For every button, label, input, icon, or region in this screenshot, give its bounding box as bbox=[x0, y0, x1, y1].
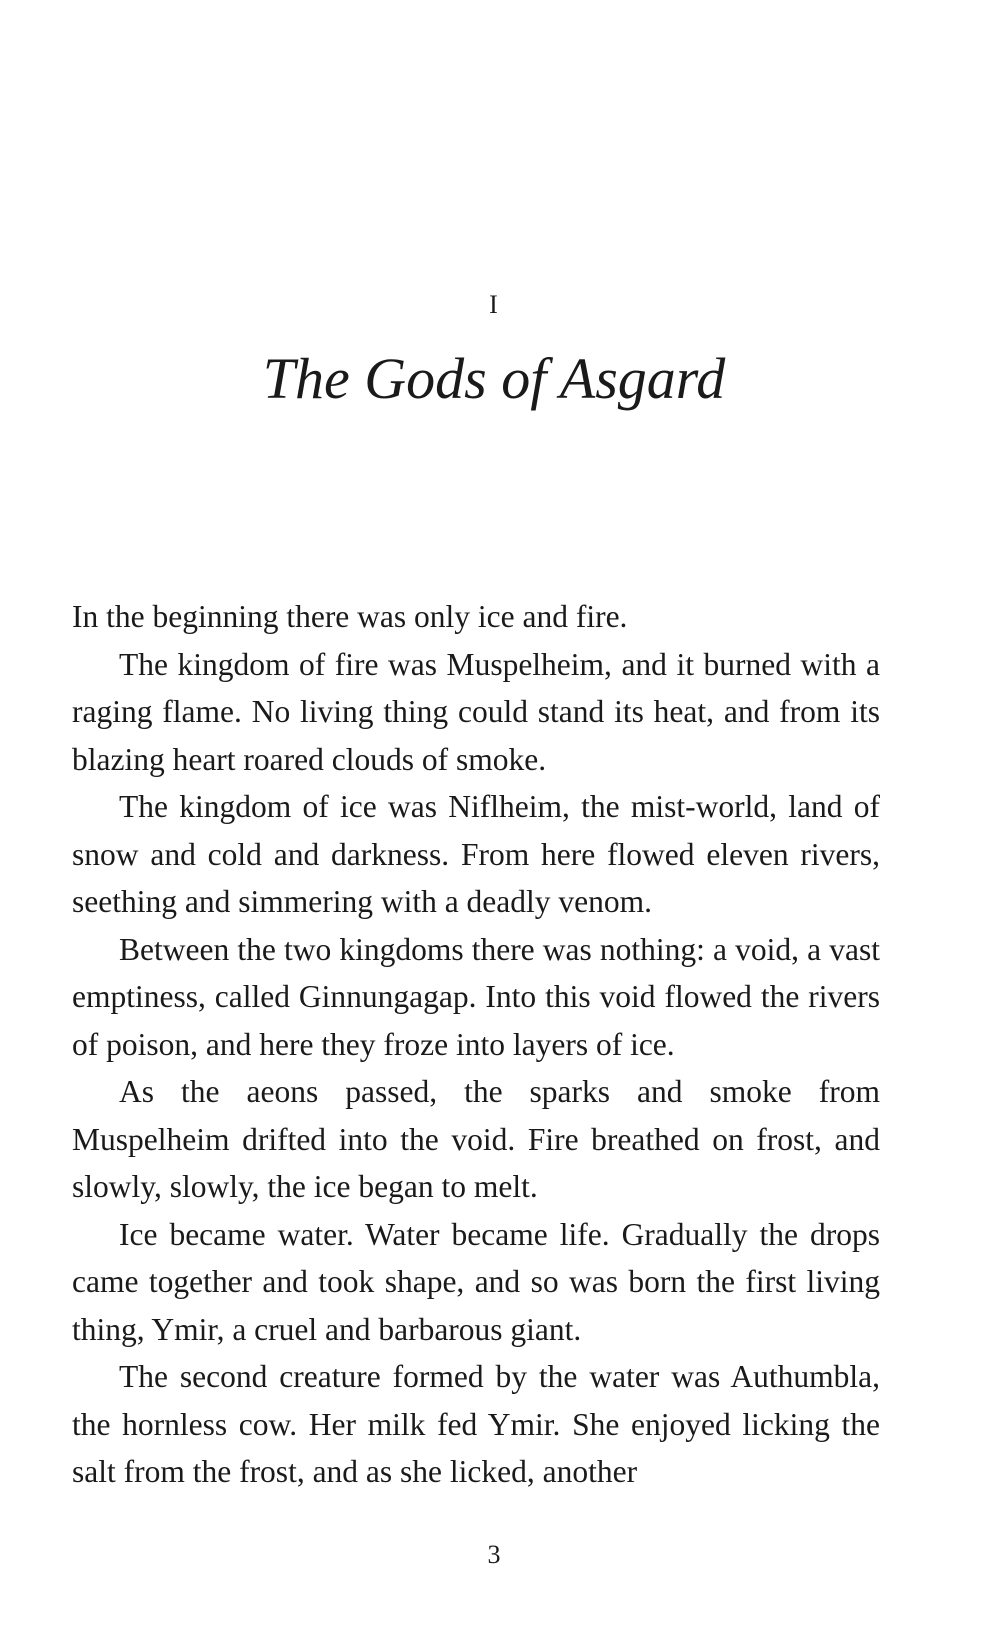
paragraph: The kingdom of fire was Muspelheim, and it burned with a raging flame. No living thing could stand its heat, and from its blazing heart roared clouds of smoke. bbox=[72, 646, 880, 777]
chapter-title: The Gods of Asgard bbox=[262, 346, 726, 411]
page-number: 3 bbox=[487, 1540, 501, 1569]
paragraph: The kingdom of ice was Niflheim, the mist-world, land of snow and cold and darkness. From here flowed eleven rivers, seething and simmering with a deadly venom. bbox=[72, 789, 880, 919]
paragraph: The second creature formed by the water was Authumbla, the hornless cow. Her milk fed Ymir. She enjoyed licking the salt from the frost, and as she licked, another bbox=[72, 1359, 880, 1489]
body-text bbox=[72, 593, 880, 1496]
paragraph: Ice became water. Water became life. Gradually the drops came together and took shape, and so was born the first living thing, Ymir, a cruel and barbarous giant. bbox=[72, 1216, 880, 1347]
chapter-number: I bbox=[489, 290, 499, 319]
paragraph: As the aeons passed, the sparks and smoke from Muspelheim drifted into the void. Fire breathed on frost, and slowly, slowly, the ice began to melt. bbox=[72, 1074, 880, 1204]
paragraph: In the beginning there was only ice and fire. bbox=[72, 599, 628, 634]
paragraph: Between the two kingdoms there was nothing: a void, a vast emptiness, called Ginnungagap. Into this void flowed the rivers of poison, and here they froze into layers of ice. bbox=[72, 931, 880, 1062]
